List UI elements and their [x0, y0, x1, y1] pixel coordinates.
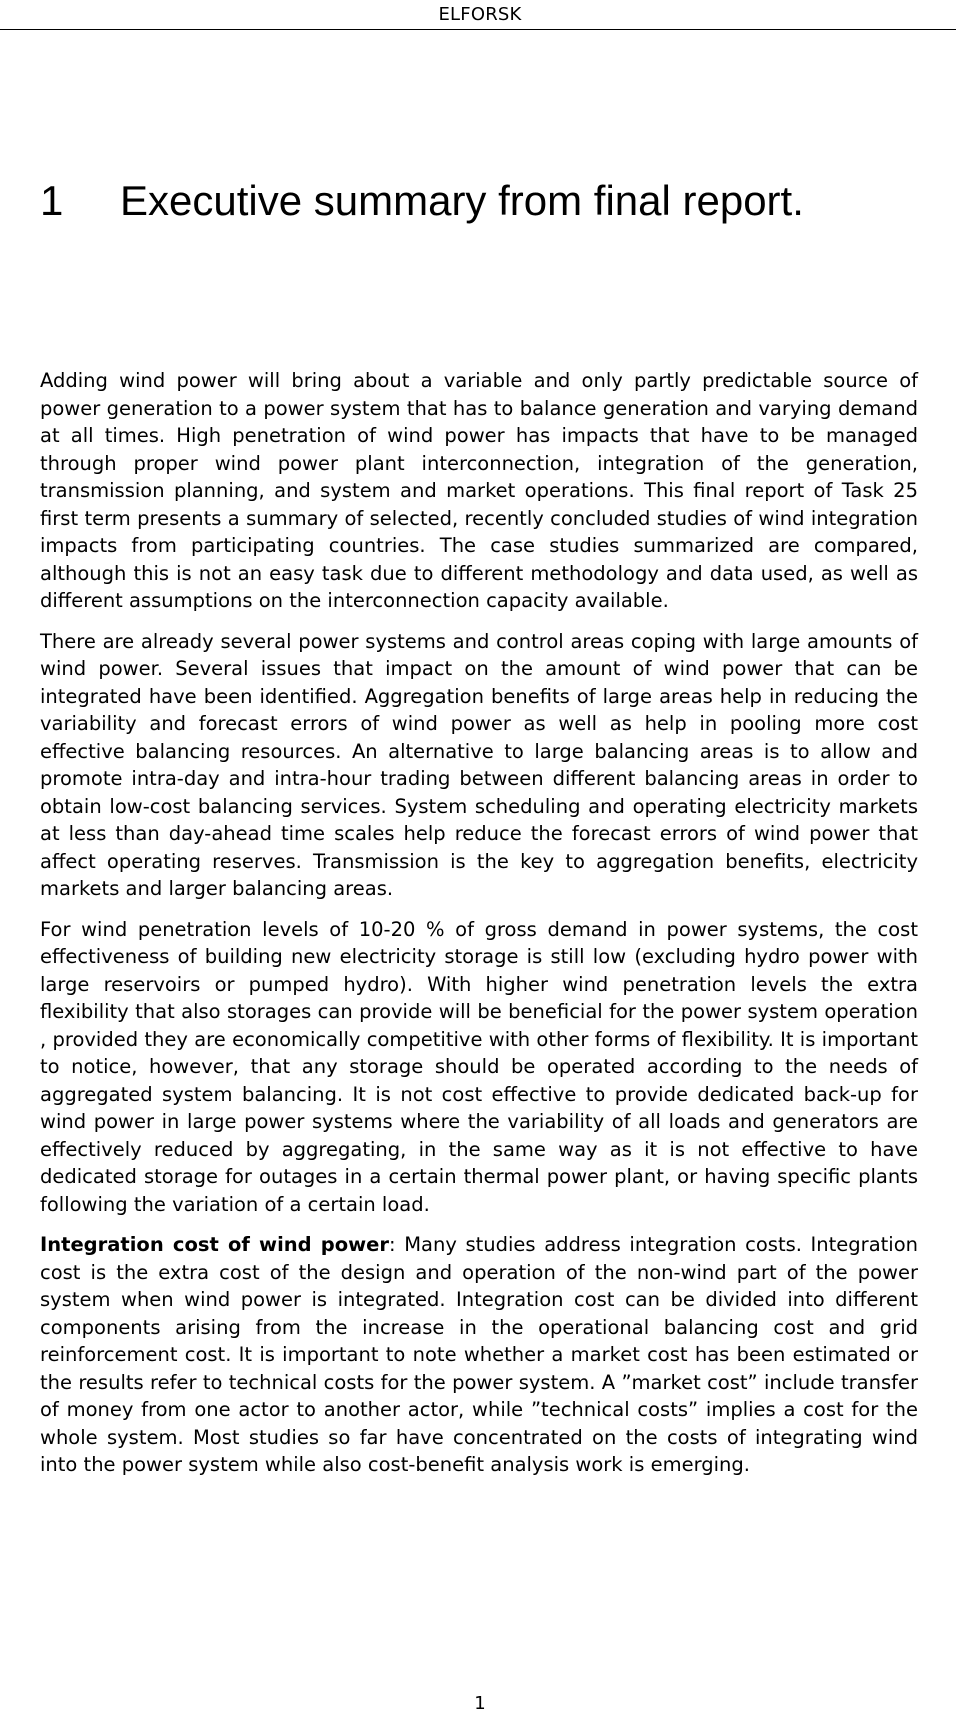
page-header	[0, 0, 960, 29]
paragraph-3	[40, 916, 918, 1219]
section-title: Executive summary from final report.	[120, 177, 804, 224]
header-divider	[0, 29, 956, 30]
paragraph-4	[40, 1231, 918, 1479]
paragraph-4-bold-lead: Integration cost of wind power	[40, 1233, 390, 1256]
paragraph-4-text: : Many studies address integration costs. Integration cost is the extra cost of the design and operation of the non-wind part of the power system when wind power is integrated. Integration cost can be divided into different components arising from the increase in the operational balancing cost and grid reinforcement cost. It is important to note whether a market cost has been estimated or the results refer to technical costs for the power system. A ”market cost” include transfer of money from one actor to another actor, while ”technical costs” implies a cost for the whole system. Most studies so far have concentrated on the costs of integrating wind into the power system while also cost-benefit analysis work is emerging.	[40, 1233, 919, 1476]
header-title: ELFORSK	[438, 4, 522, 25]
paragraph-1-text: Adding wind power will bring about a variable and only partly predictable source of power generation to a power system that has to balance generation and varying demand at all times. High penetration of wind power has impacts that have to be managed through proper wind power plant interconnection, integration of the generation, transmission planning, and system and market operations. This final report of Task 25 first term presents a summary of selected, recently concluded studies of wind integration impacts from participating countries. The case studies summarized are compared, although this is not an easy task due to different methodology and data used, as well as different assumptions on the interconnection capacity available.	[40, 369, 918, 612]
paragraph-3-text: For wind penetration levels of 10-20 % of gross demand in power systems, the cost effectiveness of building new electricity storage is still low (excluding hydro power with large reservoirs or pumped hydro). With higher wind penetration levels the extra flexibility that also storages can provide will be beneficial for the power system operation , provided they are economically competitive with other forms of flexibility. It is important to notice, however, that any storage should be operated according to the needs of aggregated system balancing. It is not cost effective to provide dedicated back-up for wind power in large power systems where the variability of all loads and generators are effectively reduced by aggregating, in the same way as it is not effective to have dedicated storage for outages in a certain thermal power plant, or having specific plants following the variation of a certain load.	[40, 917, 918, 1216]
paragraph-2-text: There are already several power systems and control areas coping with large amounts of wind power. Several issues that impact on the amount of wind power that can be integrated have been identified. Aggregation benefits of large areas help in reducing the variability and forecast errors of wind power as well as help in pooling more cost effective balancing resources. An alternative to large balancing areas is to allow and promote intra-day and intra-hour trading between different balancing areas in order to obtain low-cost balancing services. System scheduling and operating electricity markets at less than day-ahead time scales help reduce the forecast errors of wind power that affect operating reserves. Transmission is the key to aggregation benefits, electricity markets and larger balancing areas.	[40, 629, 918, 900]
body-text	[40, 367, 918, 1492]
page-number: 1	[474, 1693, 486, 1714]
section-heading	[40, 176, 920, 226]
paragraph-1	[40, 367, 918, 615]
paragraph-2	[40, 628, 918, 903]
section-number: 1	[40, 177, 64, 224]
